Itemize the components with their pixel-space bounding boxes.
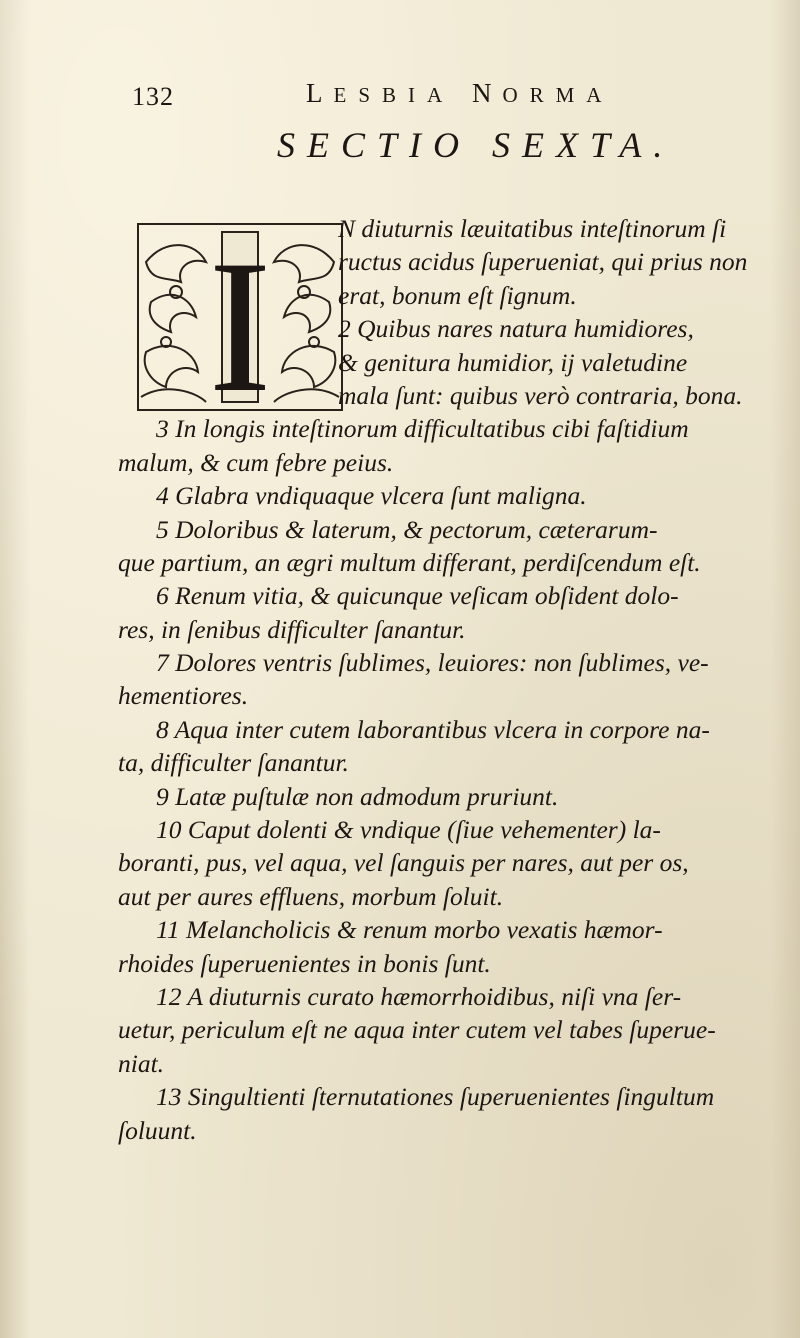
running-head-small-2: ORMA [502, 83, 614, 107]
text-line: rhoides ſuperuenientes in bonis ſunt. [118, 948, 491, 978]
initial-letter: I [208, 222, 272, 412]
text-line: 3 In longis inteſtinorum difficultatibus cibi faſtidium [156, 414, 689, 444]
text-line: malum, & cum febre peius. [118, 447, 394, 477]
text-line: 9 Latæ puſtulæ non admodum pruriunt. [156, 781, 559, 811]
running-head [306, 78, 613, 109]
text-line: 12 A diuturnis curato hæmorrhoidibus, niſi vna ſer- [156, 981, 682, 1011]
text-line: 2 Quibus nares natura humidiores, [338, 314, 694, 344]
text-line: boranti, pus, vel aqua, vel ſanguis per nares, aut per os, [118, 848, 689, 878]
text-line: 6 Renum vitia, & quicunque veſicam obſident dolo- [156, 581, 679, 611]
page-number: 132 [132, 82, 174, 111]
text-line: res, in ſenibus difficulter ſanantur. [118, 614, 466, 644]
text-line: niat. [118, 1048, 165, 1078]
text-line: 8 Aqua inter cutem laborantibus vlcera in corpore na- [156, 714, 710, 744]
section-title: SECTIO SEXTA. [277, 125, 675, 165]
text-line: N diuturnis læuitatibus inteſtinorum ſi [338, 214, 727, 243]
text-line: 5 Doloribus & laterum, & pectorum, cæterarum- [156, 514, 658, 544]
text-line: & genitura humidior, ij valetudine [338, 347, 688, 377]
running-head-cap-1: L [306, 78, 334, 108]
text-line: 7 Dolores ventris ſublimes, leuiores: non ſublimes, ve- [156, 648, 709, 678]
text-line: 10 Caput dolenti & vndique (ſiue vehementer) la- [156, 815, 661, 845]
text-line: ſoluunt. [118, 1115, 197, 1145]
running-head-small-1: ESBIA [333, 83, 455, 107]
text-line: que partium, an ægri multum differant, perdiſcendum eſt. [118, 547, 701, 577]
text-line: mala ſunt: quibus verò contraria, bona. [338, 380, 743, 410]
page-header [128, 74, 768, 114]
text-line: erat, bonum eſt ſignum. [338, 280, 577, 310]
text-line: 4 Glabra vndiquaque vlcera ſunt maligna. [156, 481, 587, 511]
text-line: hementiores. [118, 681, 249, 711]
text-line: ta, difficulter ſanantur. [118, 748, 349, 778]
text-line: uetur, periculum eſt ne aqua inter cutem vel tabes ſuperue- [118, 1015, 716, 1045]
text-line: ructus acidus ſuperueniat, qui prius non [338, 247, 748, 277]
text-line: 13 Singultienti ſternutationes ſuperuenientes ſingultum [156, 1082, 715, 1112]
text-line: aut per aures effluens, morbum ſoluit. [118, 881, 504, 911]
text-body [118, 212, 778, 1147]
text-line: 11 Melancholicis & renum morbo vexatis hæmor- [156, 915, 663, 945]
running-head-cap-2: N [471, 78, 503, 108]
